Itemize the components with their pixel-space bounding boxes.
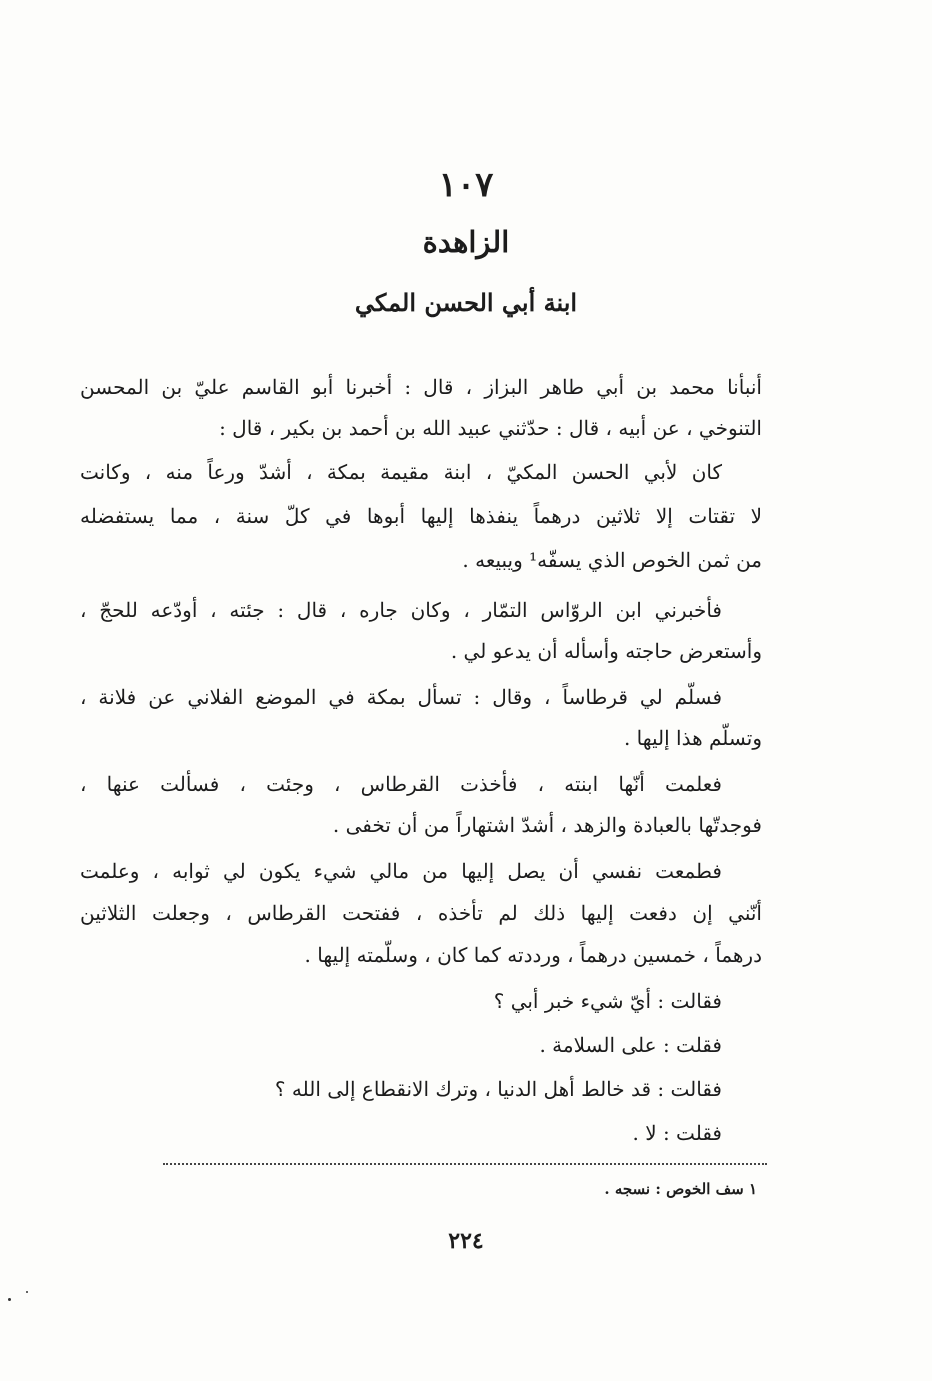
chapter-title: الزاهدة	[422, 225, 510, 259]
text-line: أنّني إن دفعت إليها ذلك لم تأخذه ، ففتحت القرطاس ، وجعلت الثلاثين	[80, 901, 762, 925]
scan-speck	[8, 1298, 11, 1301]
dialog-line: فقالت : أيّ شيء خبر أبي ؟	[493, 989, 722, 1013]
text-line: وأستعرض حاجته وأسأله أن يدعو لي .	[450, 639, 762, 663]
text-line: فعلمت أنّها ابنته ، فأخذت القرطاس ، وجئت ، فسألت عنها ،	[80, 772, 722, 796]
footnote-separator	[163, 1163, 767, 1165]
text-line: أنبأنا محمد بن أبي طاهر البزاز ، قال : أخبرنا أبو القاسم عليّ بن المحسن	[80, 375, 762, 399]
text-line: فسلّم لي قرطاساً ، وقال : تسأل بمكة في الموضع الفلاني عن فلانة ،	[80, 685, 722, 709]
text-line: فطمعت نفسي أن يصل إليها من مالي شيء يكون لي ثوابه ، وعلمت	[80, 859, 722, 883]
text-line: كان لأبي الحسن المكيّ ، ابنة مقيمة بمكة ، أشدّ ورعاً منه ، وكانت	[80, 460, 722, 484]
text-line: فأخبرني ابن الروّاس التمّار ، وكان جاره ، قال : جئته ، أودّعه للحجّ ،	[80, 598, 722, 622]
dialog-line: فقلت : لا .	[632, 1121, 722, 1145]
text-line: وتسلّم هذا إليها .	[623, 726, 762, 750]
footnote: ١ سف الخوص : نسجه .	[604, 1180, 757, 1198]
chapter-subtitle: ابنة أبي الحسن المكي	[354, 288, 578, 317]
dialog-line: فقالت : قد خالط أهل الدنيا ، وترك الانقطاع إلى الله ؟	[274, 1077, 722, 1101]
body-text	[80, 0, 762, 1381]
text-line: فوجدتّها بالعبادة والزهد ، أشدّ اشتهاراً من أن تخفى .	[332, 813, 762, 837]
text-line: لا تقتات إلا ثلاثين درهماً ينفذها إليها أبوها في كلّ سنة ، مما يستفضله	[80, 504, 762, 528]
text-line: التنوخي ، عن أبيه ، قال : حدّثني عبيد الله بن أحمد بن بكير ، قال :	[219, 416, 762, 440]
page-number: ٢٢٤	[448, 1228, 484, 1254]
chapter-number: ١٠٧	[438, 165, 494, 205]
text-line: من ثمن الخوص الذي يسفّه¹ ويبيعه .	[462, 548, 762, 572]
scan-speck	[26, 1291, 28, 1293]
dialog-line: فقلت : على السلامة .	[539, 1033, 722, 1057]
text-line: درهماً ، خمسين درهماً ، ورددته كما كان ، وسلّمته إليها .	[304, 943, 762, 967]
